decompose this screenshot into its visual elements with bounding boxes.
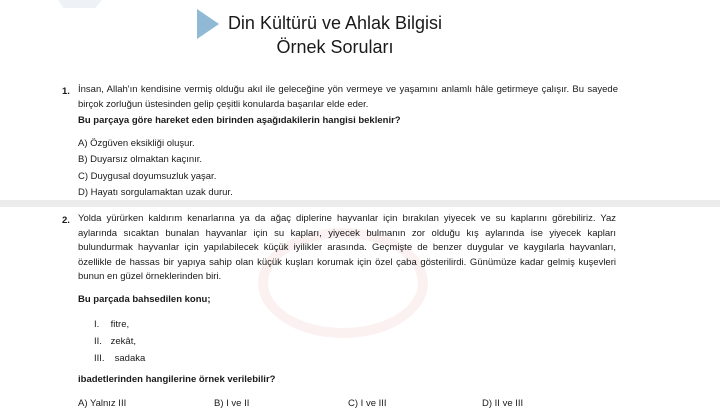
- item-text: sadaka: [114, 353, 146, 364]
- question-1-option-c[interactable]: C) Duygusal doyumsuzluk yaşar.: [78, 171, 217, 182]
- question-2-option-c[interactable]: C) I ve III: [348, 398, 387, 409]
- question-2-stem: Bu parçada bahsedilen konu;: [78, 294, 211, 305]
- page-top: [0, 0, 720, 200]
- question-2-item-2: [94, 336, 136, 347]
- corner-decoration: [58, 0, 102, 8]
- question-2-option-d[interactable]: D) II ve III: [482, 398, 524, 409]
- question-1-paragraph: İnsan, Allah'ın kendisine vermiş olduğu akıl ile geleceğine yön vermeye ve yaşamını anlamlı hâle getirmeye çalışır. Bu sayede birçok zorluğun üstesinden gelip çeşitli konularda başarılar elde eder.: [78, 84, 618, 110]
- question-1-number: 1.: [62, 86, 70, 97]
- question-1-option-a[interactable]: A) Özgüven eksikliği oluşur.: [78, 138, 195, 149]
- question-2-item-3: [94, 353, 145, 364]
- question-2-item-1: [94, 319, 129, 330]
- item-roman: II.: [94, 336, 102, 347]
- page-subtitle: Örnek Soruları: [276, 37, 394, 57]
- item-text: fitre,: [110, 319, 130, 330]
- question-2-paragraph: Yolda yürürken kaldırım kenarlarına ya da ağaç diplerine hayvanlar için bırakılan yiyecek ve su kaplarını görebiliriz. Yaz aylarında sıcaktan bunalan hayvanlar için su kapları, yiyecek bulmanın zor olduğu kış aylarında ise yiyecek kapları bulundurmak hayvanlar için yapılabilecek küçük iyilikler arasında. Geçmişte de benzer duygular ve kaygılarla hayvanları, özellikle de hassas bir yapıya sahip olan küçük kuşları korumak için özel çaba gösterilirdi. Günümüze kadar gelmiş kuşevleri bunun en güzel örneklerinden biri.: [78, 213, 616, 282]
- question-2-option-b[interactable]: B) I ve II: [214, 398, 250, 409]
- question-2-option-a[interactable]: A) Yalnız III: [78, 398, 127, 409]
- question-1-option-d[interactable]: D) Hayatı sorgulamaktan uzak durur.: [78, 187, 233, 198]
- item-roman: I.: [94, 319, 100, 330]
- item-text: zekât,: [110, 336, 136, 347]
- item-roman: III.: [94, 353, 105, 364]
- question-2-stem-2: ibadetlerinden hangilerine örnek verilebilir?: [78, 374, 276, 385]
- page-title: Din Kültürü ve Ahlak Bilgisi: [227, 13, 443, 33]
- question-2-number: 2.: [62, 215, 70, 226]
- title-arrow-icon: [197, 9, 219, 39]
- question-1-option-b[interactable]: B) Duyarsız olmaktan kaçınır.: [78, 154, 203, 165]
- question-1-stem: Bu parçaya göre hareket eden birinden aşağıdakilerin hangisi beklenir?: [78, 115, 401, 126]
